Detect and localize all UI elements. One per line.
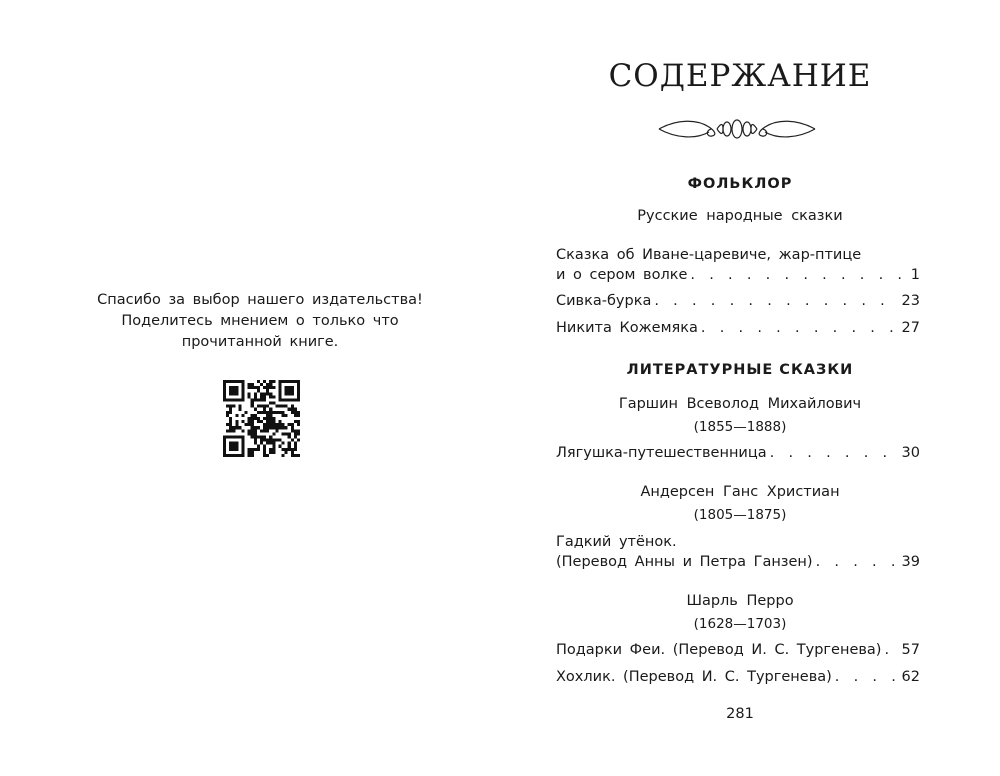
author-dates: (1628—1703) [693,616,787,632]
section-heading-folklore: ФОЛЬКЛОР [687,176,793,192]
thanks-message [0,290,520,353]
author-dates: (1855—1888) [693,419,787,435]
toc-page-number: 57 [901,642,920,658]
toc-page-number: 27 [901,320,920,336]
toc-entry[interactable] [556,245,920,285]
toc-entry-title: Хохлик. (Перевод И. С. Тургенева) [556,669,832,685]
ornament-divider-icon [657,115,817,143]
section-heading-literary: ЛИТЕРАТУРНЫЕ СКАЗКИ [626,362,854,378]
toc-page-number: 30 [901,445,920,461]
author-name: Гаршин Всеволод Михайлович [618,396,862,412]
author-name: Шарль Перро [686,593,794,609]
leader-dots [701,318,899,338]
leader-dots [884,640,898,660]
toc-entry[interactable] [556,640,920,660]
toc-entry-title: Сивка-бурка [556,293,652,309]
page-title: СОДЕРЖАНИЕ [608,58,872,94]
subsection-heading: Русские народные сказки [637,208,843,224]
toc-page-number: 1 [910,267,920,283]
toc-entry[interactable] [556,318,920,338]
toc-page-number: 62 [901,669,920,685]
toc-entry-title: и о сером волке [556,267,688,283]
leader-dots [816,552,899,572]
toc-entry-title: Подарки Феи. (Перевод И. С. Тургенева) [556,642,882,658]
leader-dots [654,291,898,311]
toc-entry-line [556,265,920,285]
toc-entry-title: Сказка об Иване-царевиче, жар-птице [556,247,862,263]
author-name: Андерсен Ганс Христиан [640,484,840,500]
toc-entry-title: Гадкий утёнок. [556,534,677,550]
toc-entry[interactable] [556,532,920,572]
page-number: 281 [726,706,754,722]
toc-entry-title: Лягушка-путешественница [556,445,767,461]
thanks-line: Спасибо за выбор нашего издательства! [97,292,423,308]
toc-entry[interactable] [556,291,920,311]
toc-entry[interactable] [556,667,920,687]
toc-page-number: 39 [901,554,920,570]
leader-dots [770,443,899,463]
leader-dots [690,265,907,285]
toc-entry-line [556,245,920,265]
toc-entry-title: (Перевод Анны и Петра Ганзен) [556,554,813,570]
thanks-line: Поделитесь мнением о только что [121,313,399,329]
toc-entry[interactable] [556,443,920,463]
toc-entry-title: Никита Кожемяка [556,320,698,336]
toc-page-number: 23 [901,293,920,309]
right-page [520,0,1000,776]
qr-code[interactable] [223,380,300,457]
thanks-line: прочитанной книге. [181,334,339,350]
leader-dots [835,667,899,687]
author-dates: (1805—1875) [693,507,787,523]
